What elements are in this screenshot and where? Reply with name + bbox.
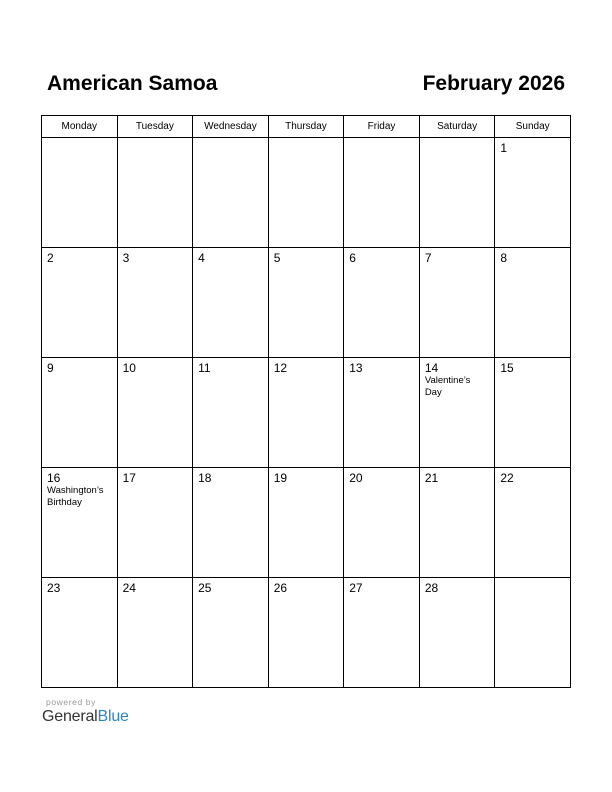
day-cell xyxy=(193,468,269,578)
day-number: 9 xyxy=(47,361,54,375)
day-cell xyxy=(495,358,571,468)
holiday-label: Valentine’s Day xyxy=(424,375,471,398)
day-cell xyxy=(42,578,118,688)
day-cell xyxy=(117,138,193,248)
day-cell xyxy=(117,578,193,688)
day-cell xyxy=(344,578,420,688)
day-number: 21 xyxy=(424,471,439,485)
day-number: 4 xyxy=(198,251,205,265)
day-cell xyxy=(117,248,193,358)
day-cell xyxy=(419,138,495,248)
day-cell xyxy=(495,578,571,688)
day-number: 2 xyxy=(47,251,54,265)
day-number xyxy=(269,138,344,141)
day-number: 7 xyxy=(424,251,432,265)
month-year-title: February 2026 xyxy=(422,72,565,95)
generalblue-logo xyxy=(42,707,129,727)
day-cell xyxy=(42,468,118,578)
day-cell xyxy=(193,248,269,358)
generalblue-footer xyxy=(42,697,129,727)
day-number xyxy=(42,138,117,141)
day-number: 14 xyxy=(424,361,439,375)
day-number: 1 xyxy=(500,141,508,155)
day-number: 27 xyxy=(349,581,363,595)
calendar-grid xyxy=(41,115,571,688)
day-cell xyxy=(495,468,571,578)
weekday-header: Friday xyxy=(344,116,420,138)
day-number: 25 xyxy=(198,581,212,595)
week-row xyxy=(42,138,571,248)
week-row xyxy=(42,248,571,358)
week-row xyxy=(42,578,571,688)
day-cell xyxy=(268,248,344,358)
day-number xyxy=(420,138,495,141)
day-number: 13 xyxy=(349,361,363,375)
day-cell xyxy=(344,248,420,358)
day-cell xyxy=(419,248,495,358)
week-row xyxy=(42,468,571,578)
day-cell xyxy=(193,138,269,248)
day-number: 6 xyxy=(349,251,356,265)
day-cell xyxy=(42,248,118,358)
day-cell xyxy=(419,358,495,468)
holiday-label: Washington’s Birthday xyxy=(47,485,104,508)
day-number: 23 xyxy=(47,581,61,595)
week-row xyxy=(42,358,571,468)
day-cell xyxy=(117,358,193,468)
day-cell xyxy=(344,358,420,468)
weekday-header: Sunday xyxy=(495,116,571,138)
day-number: 17 xyxy=(122,471,136,485)
day-cell xyxy=(419,468,495,578)
day-number xyxy=(118,138,193,141)
day-number: 22 xyxy=(500,471,514,485)
day-cell xyxy=(344,138,420,248)
day-cell xyxy=(268,578,344,688)
brand-blue: Blue xyxy=(97,708,129,725)
day-cell xyxy=(419,578,495,688)
weekday-header: Saturday xyxy=(419,116,495,138)
day-cell xyxy=(117,468,193,578)
weekday-header: Tuesday xyxy=(117,116,193,138)
powered-by-label: powered by xyxy=(46,697,96,707)
weekday-header: Monday xyxy=(42,116,118,138)
day-cell xyxy=(495,138,571,248)
day-cell xyxy=(268,358,344,468)
day-number: 26 xyxy=(273,581,288,595)
day-number: 19 xyxy=(273,471,288,485)
day-number: 3 xyxy=(122,251,130,265)
day-cell xyxy=(193,358,269,468)
day-cell xyxy=(42,358,118,468)
day-number: 20 xyxy=(349,471,363,485)
day-cell xyxy=(268,468,344,578)
day-number: 18 xyxy=(198,471,212,485)
day-number: 12 xyxy=(273,361,288,375)
day-cell xyxy=(495,248,571,358)
day-number xyxy=(495,578,570,581)
day-number: 5 xyxy=(273,251,281,265)
day-number: 10 xyxy=(122,361,136,375)
day-cell xyxy=(42,138,118,248)
day-number: 28 xyxy=(424,581,439,595)
day-number: 16 xyxy=(47,471,61,485)
day-cell xyxy=(344,468,420,578)
day-cell xyxy=(193,578,269,688)
weekday-header-row xyxy=(42,116,571,138)
day-number: 8 xyxy=(500,251,508,265)
day-number: 11 xyxy=(198,361,211,375)
country-title: American Samoa xyxy=(47,72,218,95)
day-cell xyxy=(268,138,344,248)
day-number: 24 xyxy=(122,581,136,595)
brand-general: General xyxy=(42,708,98,725)
day-number: 15 xyxy=(500,361,514,375)
day-number xyxy=(344,138,419,141)
weekday-header: Wednesday xyxy=(193,116,269,138)
weekday-header: Thursday xyxy=(268,116,344,138)
day-number xyxy=(193,138,268,141)
